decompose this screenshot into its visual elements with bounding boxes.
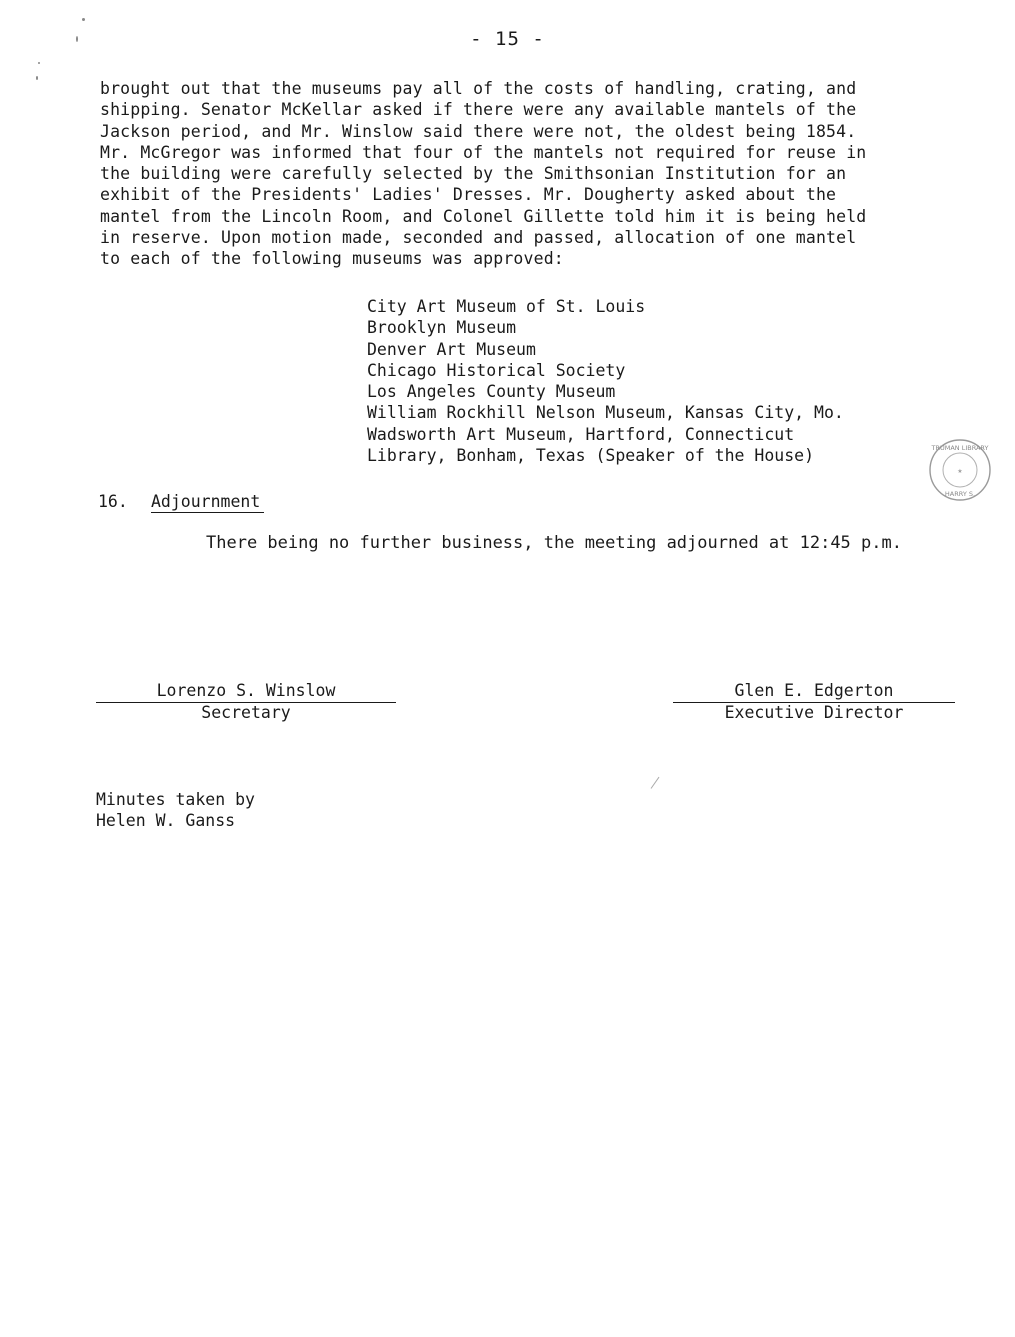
museum-item: Denver Art Museum (367, 339, 536, 359)
scan-speck (38, 62, 40, 64)
svg-text:★: ★ (957, 468, 963, 475)
paragraph-line: the building were carefully selected by the Smithsonian Institution for an (100, 164, 847, 184)
museum-list (367, 296, 844, 466)
museum-item: Chicago Historical Society (367, 360, 626, 380)
museum-item: Los Angeles County Museum (367, 382, 616, 402)
scan-mark (651, 777, 660, 789)
museum-item: Brooklyn Museum (367, 318, 517, 338)
minutes-author: Helen W. Ganss (96, 811, 236, 831)
signature-block-director (673, 681, 955, 723)
museum-item: Library, Bonham, Texas (Speaker of the House) (367, 446, 815, 466)
museum-item: City Art Museum of St. Louis (367, 297, 646, 316)
paragraph-line: mantel from the Lincoln Room, and Colonel Gillette told him it is being held (100, 206, 867, 226)
library-seal-icon (928, 438, 992, 502)
section-title: Adjournment (151, 492, 264, 513)
paragraph-line: in reserve. Upon motion made, seconded and passed, allocation of one mantel (100, 228, 857, 248)
paragraph-line: to each of the following museums was approved: (100, 249, 564, 269)
svg-text:HARRY S.: HARRY S. (944, 490, 976, 498)
museum-item: William Rockhill Nelson Museum, Kansas City, Mo. (367, 403, 844, 423)
paragraph-line: shipping. Senator McKellar asked if there were any available mantels of the (100, 100, 857, 120)
signer-name: Lorenzo S. Winslow (156, 681, 336, 700)
adjournment-text: There being no further business, the meeting adjourned at 12:45 p.m. (206, 533, 902, 553)
paragraph-line: brought out that the museums pay all of the costs of handling, crating, and (100, 79, 857, 98)
minutes-credit (96, 789, 255, 832)
signature-block-secretary (96, 681, 396, 723)
svg-text:TRUMAN LIBRARY: TRUMAN LIBRARY (931, 444, 989, 452)
paragraph-line: Mr. McGregor was informed that four of the mantels not required for reuse in (100, 142, 867, 162)
minutes-paragraph (100, 78, 930, 270)
scan-speck (82, 18, 85, 21)
museum-item: Wadsworth Art Museum, Hartford, Connecticut (367, 424, 795, 444)
paragraph-line: exhibit of the Presidents' Ladies' Dresses. Mr. Dougherty asked about the (100, 185, 837, 205)
section-number: 16. (98, 492, 128, 511)
minutes-label: Minutes taken by (96, 790, 255, 809)
paragraph-line: Jackson period, and Mr. Winslow said there were not, the oldest being 1854. (100, 121, 857, 141)
signer-title: Secretary (201, 703, 291, 722)
signer-title: Executive Director (724, 703, 904, 722)
scan-speck (36, 76, 38, 80)
page-number: - 15 - (470, 28, 545, 50)
signer-name: Glen E. Edgerton (734, 681, 894, 700)
